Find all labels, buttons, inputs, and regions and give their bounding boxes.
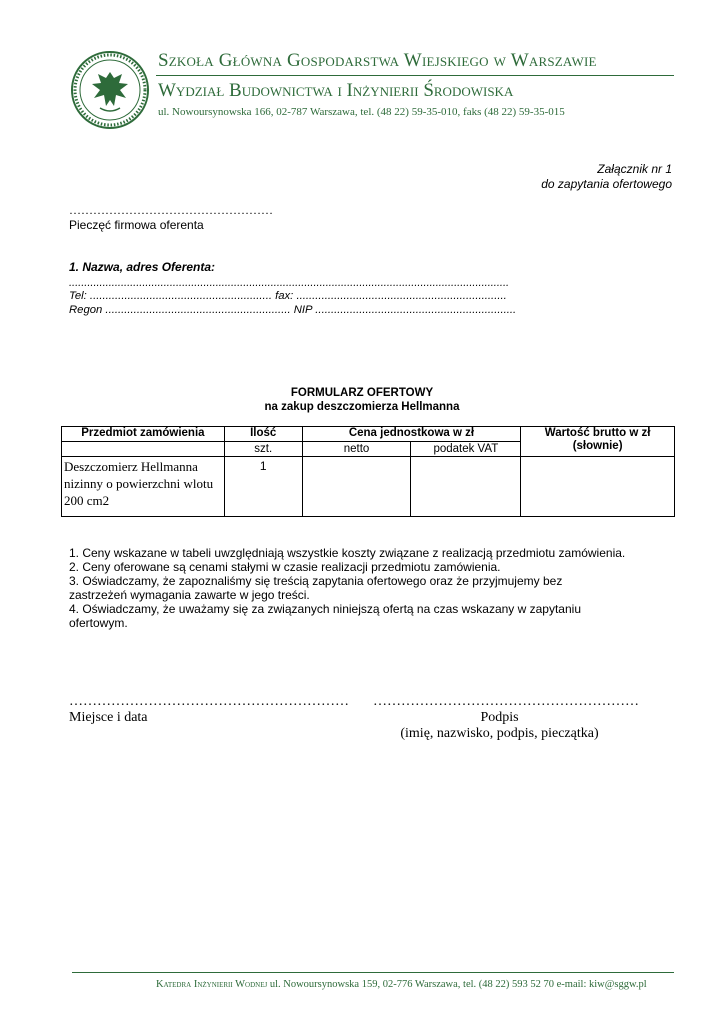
table-row <box>62 457 675 517</box>
university-name: Szkoła Główna Gospodarstwa Wiejskiego w Warszawie <box>158 50 597 71</box>
place-date-field: …………………………………………………… <box>69 694 349 709</box>
row-item: Deszczomierz Hellmanna nizinny o powierzchni wlotu 200 cm2 <box>62 457 225 517</box>
footer-department: Katedra Inżynierii Wodnej <box>156 979 268 990</box>
header-quantity: Ilość <box>224 427 302 442</box>
tel-fax-field: Tel: .......................................................... fax: ................................................................... <box>69 290 507 302</box>
row-net-cell[interactable] <box>302 457 411 517</box>
row-vat-cell[interactable] <box>411 457 521 517</box>
header-divider <box>156 75 674 76</box>
note-line: 4. Oświadczamy, że uważamy się za związanych niniejszą ofertą na czas wskazany w zapytaniu <box>69 602 581 616</box>
annex-line-2: do zapytania ofertowego <box>541 177 672 191</box>
header-gross-value <box>521 427 675 457</box>
header-gross-value-label: Wartość brutto w zł <box>544 427 651 439</box>
note-line: zastrzeżeń wymagania zawarte w jego treści. <box>69 588 310 602</box>
row-gross-cell[interactable] <box>521 457 675 517</box>
offer-table <box>61 426 675 517</box>
table-header-row <box>62 427 675 442</box>
subheader-quantity-unit: szt. <box>224 442 302 457</box>
note-line: 3. Oświadczamy, że zapoznaliśmy się treścią zapytania ofertowego oraz że przyjmujemy bez <box>69 574 563 588</box>
signature-label <box>373 710 626 742</box>
header-item: Przedmiot zamówienia <box>62 427 225 442</box>
university-seal-icon <box>70 50 150 130</box>
form-title-main: FORMULARZ OFERTOWY <box>290 387 434 399</box>
row-quantity: 1 <box>224 457 302 517</box>
signature-field: ………………………………………………… <box>373 694 639 709</box>
note-line: 1. Ceny wskazane w tabeli uwzględniają wszystkie koszty związane z realizacją przedmiotu zamówienia. <box>69 546 626 560</box>
signature-note: (imię, nazwisko, podpis, pieczątka) <box>400 726 599 741</box>
footer-address: ul. Nowoursynowska 159, 02-776 Warszawa, tel. (48 22) 593 52 70 e-mail: kiw@sggw.pl <box>269 979 647 990</box>
place-date-label: Miejsce i data <box>69 710 148 725</box>
header-address: ul. Nowoursynowska 166, 02-787 Warszawa, tel. (48 22) 59-35-010, faks (48 22) 59-35-015 <box>158 106 565 118</box>
footer-text <box>156 979 647 990</box>
annex-label <box>541 162 672 192</box>
offerent-heading: 1. Nazwa, adres Oferenta: <box>69 260 216 274</box>
form-subtitle: na zakup deszczomierza Hellmanna <box>264 401 460 413</box>
subheader-net: netto <box>302 442 411 457</box>
faculty-name: Wydział Budownictwa i Inżynierii Środowiska <box>158 80 514 101</box>
stamp-dots: …………………………………………… <box>69 203 273 217</box>
offerent-name-field: ................................................................................................................................................ <box>69 277 510 289</box>
regon-nip-field: Regon ........................................................... NIP ................................................................ <box>69 304 517 316</box>
subheader-item-empty <box>62 442 225 457</box>
note-line: ofertowym. <box>69 616 128 630</box>
stamp-label: Pieczęć firmowa oferenta <box>69 218 204 232</box>
note-line: 2. Ceny oferowane są cenami stałymi w czasie realizacji przedmiotu zamówienia. <box>69 560 501 574</box>
signature-title: Podpis <box>480 710 519 725</box>
form-title <box>0 386 724 414</box>
notes-list <box>69 546 625 630</box>
annex-line-1: Załącznik nr 1 <box>597 162 672 176</box>
footer-divider <box>72 972 674 973</box>
subheader-vat: podatek VAT <box>411 442 521 457</box>
header-gross-value-note: (słownie) <box>572 440 623 452</box>
header-unit-price: Cena jednostkowa w zł <box>302 427 521 442</box>
